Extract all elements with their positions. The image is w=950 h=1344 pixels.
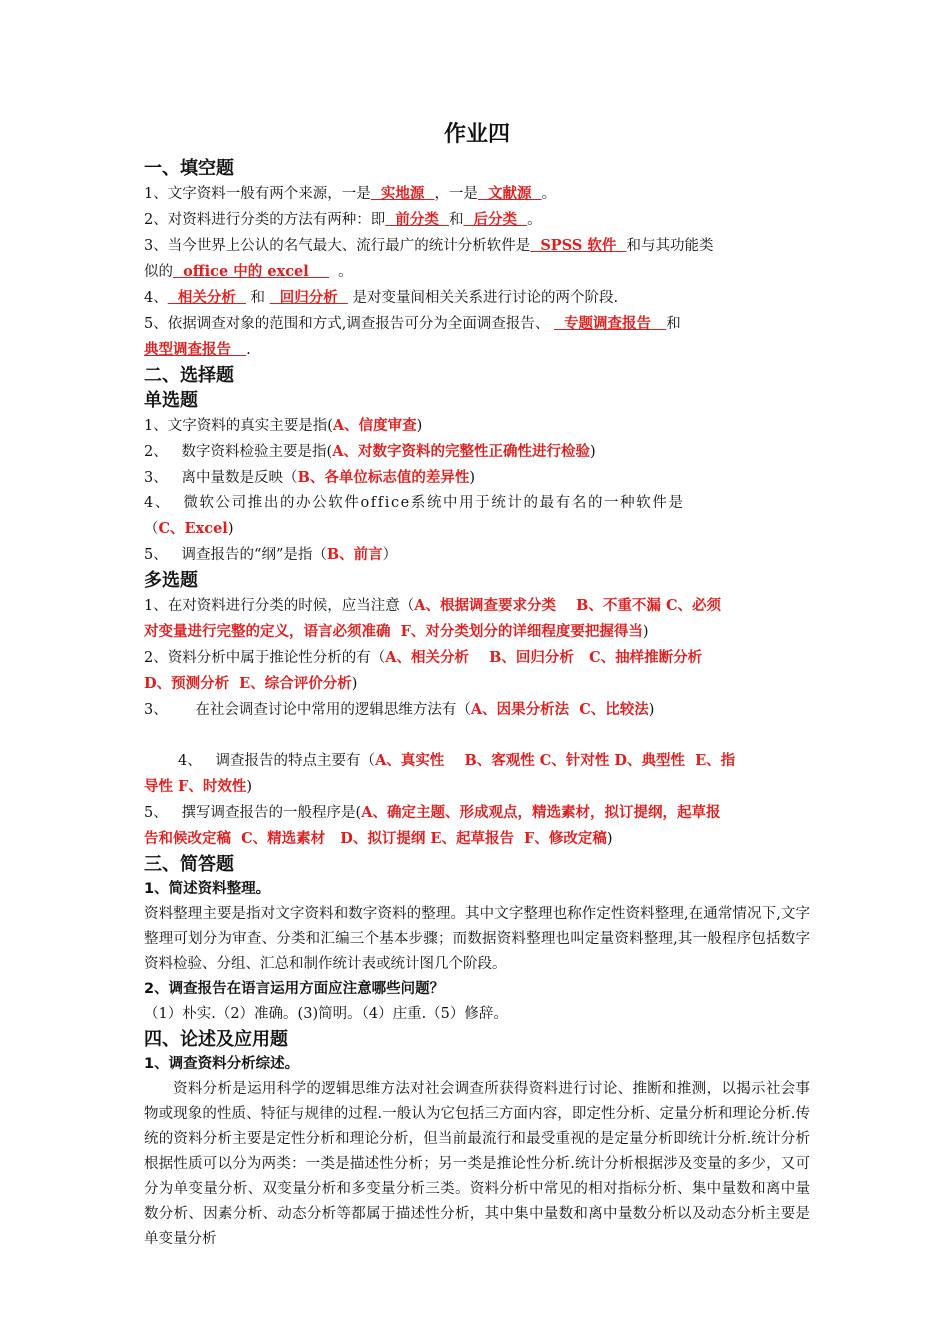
- essay-question-1-title: 1、调查资料分析综述。: [144, 1056, 300, 1072]
- answer-text: A、确定主题、形成观点，精选素材，拟订提纲，起草报: [361, 804, 721, 821]
- fill-question-3: 3、当今世界上公认的名气最大、流行最广的统计分析软件是 SPSS 软件 和与其功能类: [144, 237, 714, 254]
- answer-text: A、对数字资料的完整性正确性进行检验: [332, 443, 590, 460]
- single-question-4-cont: （C、Excel): [144, 520, 234, 537]
- subheading-single-choice: 单选题: [144, 390, 198, 411]
- short-question-2-answer: （1）朴实.（2）准确。(3)简明。（4）庄重.（5）修辞。: [144, 1006, 508, 1022]
- fill-question-1: 1、文字资料一般有两个来源，一是 实地源 ，一是 文献源 。: [144, 185, 557, 202]
- answer-blank: 后分类: [463, 211, 528, 228]
- answer-text: A、信度审查: [332, 417, 417, 434]
- single-question-5: 5、 调查报告的“纲”是指（B、前言）: [144, 546, 398, 563]
- answer-blank: office 中的 excel: [173, 263, 329, 280]
- section-heading-essay: 四、论述及应用题: [144, 1029, 288, 1050]
- answer-text: 告和候改定稿 C、精选素材 D、拟订提纲 E、起草报告 F、修改定稿: [144, 830, 607, 847]
- fill-question-3-cont: 似的 office 中的 excel 。: [144, 263, 353, 280]
- short-question-1-title: 1、简述资料整理。: [144, 881, 271, 897]
- answer-blank: 前分类: [385, 211, 449, 228]
- answer-text: A、相关分析 B、回归分析 C、抽样推断分析: [385, 649, 703, 666]
- fill-question-5: 5、依据调查对象的范围和方式,调查报告可分为全面调查报告、 专题调查报告 和: [144, 315, 681, 332]
- subheading-multi-choice: 多选题: [144, 570, 198, 591]
- single-question-1: 1、文字资料的真实主要是指(A、信度审查): [144, 417, 423, 434]
- single-question-4: 4、 微软公司推出的办公软件office系统中用于统计的最有名的一种软件是: [144, 495, 685, 511]
- multi-question-3: 3、 在社会调查讨论中常用的逻辑思维方法有（A、因果分析法 C、比较法): [144, 701, 655, 718]
- answer-blank: 回归分析: [269, 289, 348, 306]
- multi-question-1-cont: 对变量进行完整的定义，语言必须准确 F、对分类划分的详细程度要把握得当): [144, 623, 649, 640]
- answer-text: 导性 F、时效性: [144, 778, 247, 795]
- answer-blank: 文献源: [477, 185, 542, 202]
- answer-text: A、真实性 B、客观性 C、针对性 D、典型性 E、指: [375, 752, 736, 769]
- section-heading-short-answer: 三、简答题: [144, 854, 234, 875]
- answer-text: B、前言: [326, 546, 383, 563]
- single-question-3: 3、 离中量数是反映（B、各单位标志值的差异性): [144, 469, 475, 486]
- answer-text: A、根据调查要求分类 B、不重不漏 C、必须: [414, 597, 722, 614]
- fill-question-5-cont: 典型调查报告 .: [144, 341, 251, 358]
- answer-text: D、预测分析 E、综合评价分析: [144, 675, 352, 692]
- fill-question-4: 4、 相关分析 和 回归分析 是对变量间相关关系进行讨论的两个阶段.: [144, 289, 619, 306]
- essay-question-1-answer: 资料分析是运用科学的逻辑思维方法对社会调查所获得资料进行讨论、推断和推测，以揭示社会事物或现象的性质、特征与规律的过程.一般认为它包括三方面内容，即定性分析、定量分析和理论分析.传统的资料分析主要是定性分析和理论分析，但当前最流行和最受重视的是定量分析即统计分析.统计分析根据性质可以分为两类：一类是描述性分析；另一类是推论性分析.统计分析根据涉及变量的多少，又可分为单变量分析、双变量分析和多变量分析三类。资料分析中常见的相对指标分析、集中量数和离中量数分析、因素分析、动态分析等都属于描述性分析，其中集中量数和离中量数分析以及动态分析主要是单变量分析: [144, 1081, 810, 1247]
- page-title: 作业四: [443, 122, 510, 147]
- blank-line: [144, 723, 810, 748]
- multi-question-4: 4、 调查报告的特点主要有（A、真实性 B、客观性 C、针对性 D、典型性 E、指: [178, 752, 736, 769]
- answer-text: C、Excel: [158, 520, 228, 537]
- answer-blank: 专题调查报告: [553, 315, 667, 332]
- multi-question-2-cont: D、预测分析 E、综合评价分析): [144, 675, 358, 692]
- multi-question-5: 5、 撰写调查报告的一般程序是(A、确定主题、形成观点，精选素材，拟订提纲，起草报: [144, 804, 721, 821]
- section-heading-fill-in: 一、填空题: [144, 158, 234, 179]
- answer-blank: 典型调查报告: [144, 341, 247, 358]
- multi-question-1: 1、在对资料进行分类的时候，应当注意（A、根据调查要求分类 B、不重不漏 C、必须: [144, 597, 722, 614]
- answer-blank: 相关分析: [167, 289, 246, 306]
- section-heading-choice: 二、选择题: [144, 365, 234, 386]
- multi-question-4-cont: 导性 F、时效性): [144, 778, 253, 795]
- answer-blank: SPSS 软件: [530, 237, 627, 254]
- fill-question-2: 2、对资料进行分类的方法有两种：即 前分类 和 后分类 。: [144, 211, 542, 228]
- multi-question-5-cont: 告和候改定稿 C、精选素材 D、拟订提纲 E、起草报告 F、修改定稿): [144, 830, 613, 847]
- answer-text: B、各单位标志值的差异性: [297, 469, 470, 486]
- single-question-2: 2、 数字资料检验主要是指(A、对数字资料的完整性正确性进行检验): [144, 443, 596, 460]
- short-question-1-answer: 资料整理主要是指对文字资料和数字资料的整理。其中文字整理也称作定性资料整理,在通常情况下,文字整理可划分为审查、分类和汇编三个基本步骤；而数据资料整理也叫定量资料整理,其一般程序包括数字资料检验、分组、汇总和制作统计表或统计图几个阶段。: [144, 906, 810, 972]
- answer-text: 对变量进行完整的定义，语言必须准确 F、对分类划分的详细程度要把握得当: [144, 623, 643, 640]
- document-page: [144, 118, 810, 1252]
- short-question-2-title: 2、调查报告在语言运用方面应注意哪些问题？: [144, 981, 445, 997]
- multi-question-2: 2、资料分析中属于推论性分析的有（A、相关分析 B、回归分析 C、抽样推断分析: [144, 649, 703, 666]
- answer-text: A、因果分析法 C、比较法: [470, 701, 649, 718]
- answer-blank: 实地源: [370, 185, 435, 202]
